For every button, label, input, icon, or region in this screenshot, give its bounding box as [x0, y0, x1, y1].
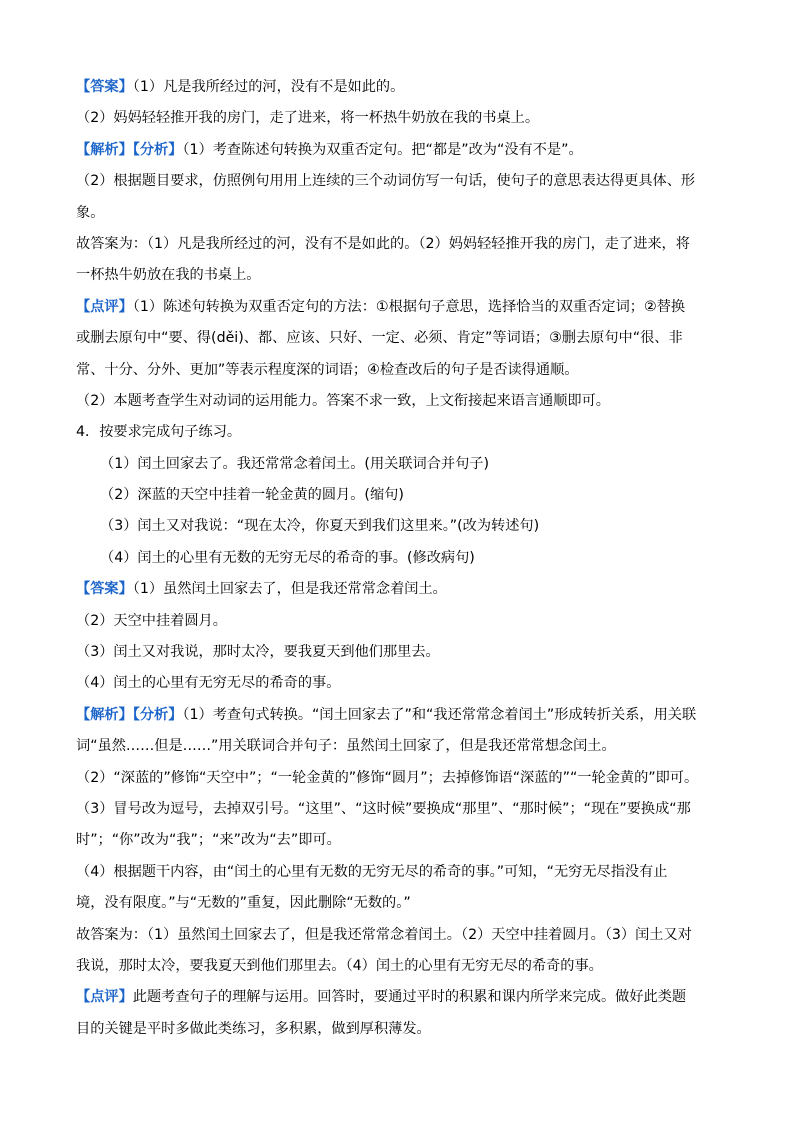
q4-comment-a: 此题考查句子的理解与运用。回答时，要通过平时的积累和课内所学来完成。做好此类题	[132, 989, 687, 1006]
q3-final-a: 故答案为：（1）凡是我所经过的河，没有不是如此的。（2）妈妈轻轻推开我的房门，走了进来，将	[76, 235, 690, 252]
q3-analysis-2a: （2）根据题目要求，仿照例句用用上连续的三个动词仿写一句话，使句子的意思表达得更具体、形	[76, 173, 696, 190]
q4-analysis-3a: （3）冒号改为逗号，去掉双引号。“这里”、“这时候”要换成“那里”、“那时候”；“现在”要换成“那	[76, 800, 691, 817]
fenxi-tag: 【分析】	[132, 706, 183, 723]
document-page	[76, 72, 726, 1045]
q4-answer-1: （1）虽然闰土回家去了，但是我还常常念着闰土。	[132, 581, 447, 598]
q4-analysis-4a: （4）根据题干内容，由“闰土的心里有无数的无穷无尽的希奇的事。”可知，“无穷无尽指没有止	[76, 863, 668, 880]
q4-final-b: 我说，那时太冷，要我夏天到他们那里去。（4）闰土的心里有无穷无尽的希奇的事。	[76, 957, 603, 974]
q3-analysis-line-1	[76, 135, 726, 166]
q3-comment-1b: 或删去原句中“要、得(děi)、都、应该、只好、一定、必须、肯定”等词语；③删去原句中“很、非	[76, 330, 683, 347]
q4-answer-line-1	[76, 574, 726, 605]
q3-comment-1a: （1）陈述句转换为双重否定句的方法：①根据句子意思，选择恰当的双重否定词；②替换	[132, 298, 686, 315]
q4-comment-b: 目的关键是平时多做此类练习，多积累，做到厚积薄发。	[76, 1020, 431, 1037]
comment-tag: 【点评】	[76, 298, 133, 315]
q3-analysis-1: （1）考查陈述句转换为双重否定句。把“都是”改为“没有不是”。	[182, 141, 583, 158]
q4-item-2: （2）深蓝的天空中挂着一轮金黄的圆月。(缩句)	[100, 487, 404, 504]
answer-tag: 【答案】	[76, 581, 133, 598]
q4-analysis-4b: 境，没有限度。”与“无数的”重复，因此删除“无数的。”	[76, 895, 411, 912]
q4-comment-line-1	[76, 982, 726, 1013]
q3-comment-2: （2）本题考查学生对动词的运用能力。答案不求一致，上文衔接起来语言通顺即可。	[76, 392, 610, 409]
analysis-tag: 【解析】	[76, 141, 133, 158]
comment-tag: 【点评】	[76, 989, 133, 1006]
q4-title: 4．按要求完成句子练习。	[76, 424, 242, 441]
answer-tag: 【答案】	[76, 79, 133, 95]
q3-answer-2: （2）妈妈轻轻推开我的房门，走了进来，将一杯热牛奶放在我的书桌上。	[76, 110, 540, 127]
q4-answer-3: （3）闰土又对我说，那时太冷，要我夏天到他们那里去。	[76, 644, 440, 661]
q3-analysis-2b: 象。	[76, 204, 105, 221]
q4-analysis-3b: 时”；“你”改为“我”；“来”改为“去”即可。	[76, 832, 341, 849]
q4-answer-2: （2）天空中挂着圆月。	[76, 612, 227, 629]
q4-analysis-2: （2）“深蓝的”修饰“天空中”；“一轮金黄的”修饰“圆月”；去掉修饰语“深蓝的”“一轮金黄的”即可。	[76, 769, 699, 786]
fenxi-tag: 【分析】	[132, 141, 183, 158]
q3-answer-1: （1）凡是我所经过的河，没有不是如此的。	[132, 79, 405, 95]
q4-analysis-1b: 词“虽然……但是……”用关联词合并句子：虽然闰土回家了，但是我还常常想念闰土。	[76, 738, 616, 755]
q4-item-3: （3）闰土又对我说：“现在太冷，你夏天到我们这里来。”(改为转述句)	[100, 518, 540, 535]
analysis-tag: 【解析】	[76, 706, 133, 723]
q4-item-1: （1）闰土回家去了。我还常常念着闰土。(用关联词合并句子)	[100, 455, 489, 472]
q4-analysis-1a: （1）考查句式转换。“闰土回家去了”和“我还常常念着闰土”形成转折关系，用关联	[182, 706, 697, 723]
q3-comment-1c: 常、十分、分外、更加”等表示程度深的词语；④检查改后的句子是否读得通顺。	[76, 361, 579, 378]
q3-answer-line-1	[76, 72, 726, 103]
q4-answer-4: （4）闰土的心里有无穷无尽的希奇的事。	[76, 675, 341, 692]
q4-final-a: 故答案为：（1）虽然闰土回家去了，但是我还常常念着闰土。（2）天空中挂着圆月。（3）闰土又对	[76, 926, 692, 943]
q3-final-b: 一杯热牛奶放在我的书桌上。	[76, 267, 261, 284]
q4-analysis-line-1	[76, 700, 726, 731]
q3-comment-line-1	[76, 292, 726, 323]
q4-item-4: （4）闰土的心里有无数的无穷无尽的希奇的事。(修改病句)	[100, 549, 475, 566]
